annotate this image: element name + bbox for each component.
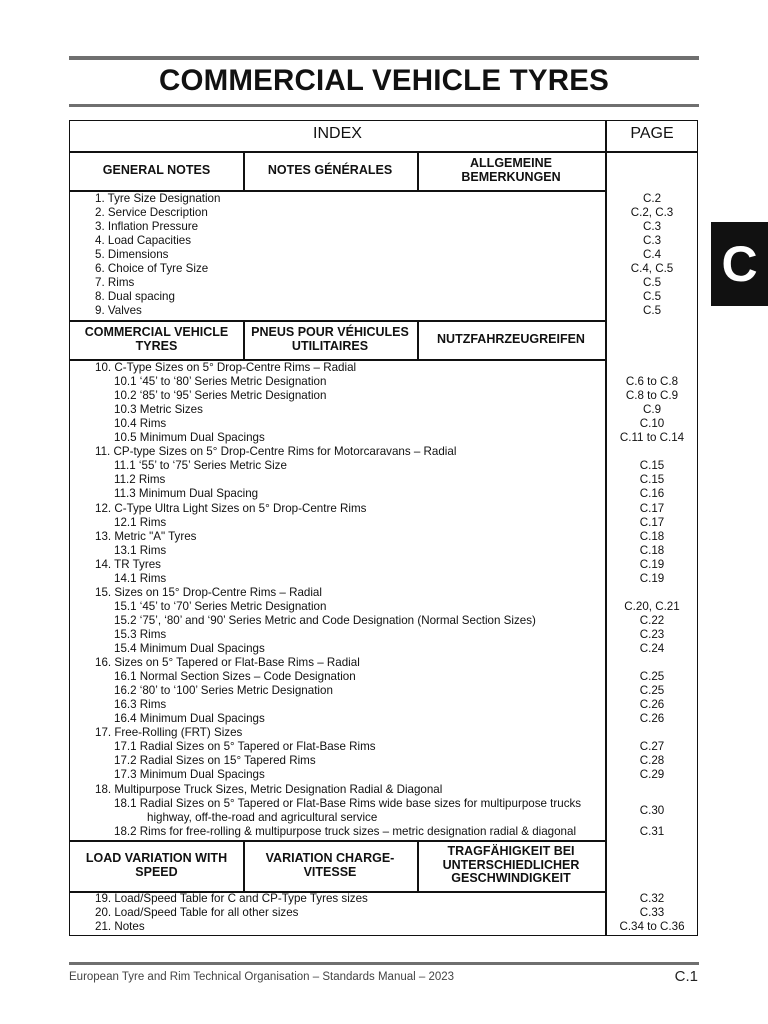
page-ref: C.17 xyxy=(639,515,665,529)
index-entry: 10.1 ‘45’ to ‘80’ Series Metric Designation xyxy=(114,375,327,389)
index-entry: 14. TR Tyres xyxy=(95,557,161,571)
page-ref: C.3 xyxy=(642,220,662,233)
index-entry: 10.2 ‘85’ to ‘95’ Series Metric Designation xyxy=(114,389,327,403)
page-ref: C.16 xyxy=(639,487,665,501)
index-entry: 13.1 Rims xyxy=(114,543,167,557)
index-entry: 21. Notes xyxy=(95,920,145,933)
section-header-cell: COMMERCIAL VEHICLE TYRES xyxy=(84,325,229,353)
index-entry: 17. Free-Rolling (FRT) Sizes xyxy=(95,726,243,740)
page-ref: C.5 xyxy=(642,276,662,289)
index-entry: 15.4 Minimum Dual Spacings xyxy=(114,642,265,655)
page-ref: C.18 xyxy=(639,529,665,543)
title-rule xyxy=(69,104,699,107)
page-ref: C.4 xyxy=(642,248,662,261)
index-entry: 12.1 Rims xyxy=(114,515,167,529)
index-entry: 17.1 Radial Sizes on 5° Tapered or Flat-Base Rims xyxy=(114,740,376,754)
index-entry: 20. Load/Speed Table for all other sizes xyxy=(95,906,299,919)
page-ref: C.15 xyxy=(639,459,665,473)
index-entry: 18.2 Rims for free-rolling & multipurpose truck sizes – metric designation radial & diagonal xyxy=(114,824,577,838)
page-ref: C.9 xyxy=(642,403,662,417)
index-entry: 16.2 ‘80’ to ‘100’ Series Metric Designation xyxy=(114,684,333,698)
page-number: C.1 xyxy=(674,968,698,985)
index-entry: 16.1 Normal Section Sizes – Code Designation xyxy=(114,670,356,684)
section-header-cell: ALLGEMEINE BEMERKUNGEN xyxy=(461,156,561,184)
page-ref: C.24 xyxy=(639,642,665,655)
index-entry: 11.3 Minimum Dual Spacing xyxy=(114,487,259,501)
index-entry: 4. Load Capacities xyxy=(95,234,192,247)
page-ref: C.18 xyxy=(639,543,665,557)
section-header-cell: VARIATION CHARGE-VITESSE xyxy=(265,851,395,879)
page-ref: C.4, C.5 xyxy=(630,262,674,275)
page-ref: C.6 to C.8 xyxy=(625,375,679,389)
index-header: INDEX xyxy=(313,125,362,142)
index-entry: 10.5 Minimum Dual Spacings xyxy=(114,431,265,445)
page-ref: C.19 xyxy=(639,557,665,571)
page-title: COMMERCIAL VEHICLE TYRES xyxy=(158,64,610,97)
index-entry: 18.1 Radial Sizes on 5° Tapered or Flat-Base Rims wide base sizes for multipurpose trucks xyxy=(114,796,582,810)
page-ref: C.23 xyxy=(639,627,665,641)
index-entry: 2. Service Description xyxy=(95,206,208,219)
section-header-cell: PNEUS POUR VÉHICULES UTILITAIRES xyxy=(251,325,409,353)
page-ref: C.28 xyxy=(639,754,665,768)
page-ref: C.19 xyxy=(639,571,665,585)
page-ref: C.31 xyxy=(639,824,665,838)
index-entry: 18. Multipurpose Truck Sizes, Metric Designation Radial & Diagonal xyxy=(95,782,443,796)
page-ref: C.25 xyxy=(639,670,665,684)
page-ref: C.33 xyxy=(639,906,665,919)
page-ref: C.25 xyxy=(639,684,665,698)
index-entry: 6. Choice of Tyre Size xyxy=(95,262,209,275)
index-entry: 10.3 Metric Sizes xyxy=(114,403,203,417)
footer-rule xyxy=(69,962,699,965)
page-ref: C.17 xyxy=(639,501,665,515)
page-ref: C.5 xyxy=(642,304,662,317)
page-ref: C.5 xyxy=(642,290,662,303)
page-ref: C.22 xyxy=(639,613,665,627)
page-ref: C.2 xyxy=(642,192,662,205)
index-entry: 19. Load/Speed Table for C and CP-Type Tyres sizes xyxy=(95,892,368,905)
index-entry: 11.2 Rims xyxy=(114,473,166,487)
index-entry: 1. Tyre Size Designation xyxy=(95,192,221,205)
page-ref: C.2, C.3 xyxy=(630,206,674,219)
index-entry: 11. CP-type Sizes on 5° Drop-Centre Rims for Motorcaravans – Radial xyxy=(95,445,457,459)
index-entry: 5. Dimensions xyxy=(95,248,169,261)
page-ref: C.27 xyxy=(639,740,665,754)
page-ref: C.3 xyxy=(642,234,662,247)
index-entry: 7. Rims xyxy=(95,276,135,289)
index-entry: 15.2 ‘75’, ‘80’ and ‘90’ Series Metric and Code Designation (Normal Section Sizes) xyxy=(114,613,536,627)
index-entry: 14.1 Rims xyxy=(114,571,167,585)
page-ref: C.11 to C.14 xyxy=(619,431,685,445)
index-entry: 10. C-Type Sizes on 5° Drop-Centre Rims – Radial xyxy=(95,361,357,374)
page-ref: C.8 to C.9 xyxy=(625,389,679,403)
index-entry: 13. Metric "A" Tyres xyxy=(95,529,197,543)
section-header-cell: NOTES GÉNÉRALES xyxy=(267,162,393,177)
page-ref: C.29 xyxy=(639,768,665,782)
index-entry: 8. Dual spacing xyxy=(95,290,175,303)
index-entry: 15.1 ‘45’ to ‘70’ Series Metric Designation xyxy=(114,599,327,613)
page-ref: C.32 xyxy=(639,892,665,905)
index-entry: 15. Sizes on 15° Drop-Centre Rims – Radial xyxy=(95,585,322,599)
section-tab: C xyxy=(711,222,768,306)
footer-text: European Tyre and Rim Technical Organisation – Standards Manual – 2023 xyxy=(69,971,455,983)
index-entry: 15.3 Rims xyxy=(114,627,167,641)
page-ref: C.10 xyxy=(639,417,665,431)
index-entry: 10.4 Rims xyxy=(114,417,167,431)
page-header: PAGE xyxy=(630,125,674,142)
index-entry: 16.4 Minimum Dual Spacings xyxy=(114,712,265,726)
page-ref: C.26 xyxy=(639,712,665,726)
page-ref: C.26 xyxy=(639,698,665,712)
page-ref: C.15 xyxy=(639,473,665,487)
section-header-cell: GENERAL NOTES xyxy=(102,162,211,177)
index-entry: 17.3 Minimum Dual Spacings xyxy=(114,768,265,782)
page-ref: C.20, C.21 xyxy=(624,599,680,613)
section-header-cell: LOAD VARIATION WITH SPEED xyxy=(85,851,228,879)
section-header-cell: NUTZFAHRZEUGREIFEN xyxy=(437,331,585,346)
index-entry: 9. Valves xyxy=(95,304,142,317)
index-entry: 17.2 Radial Sizes on 15° Tapered Rims xyxy=(114,754,316,768)
index-entry: 3. Inflation Pressure xyxy=(95,220,199,233)
page-ref: C.30 xyxy=(639,803,665,817)
index-entry: 16. Sizes on 5° Tapered or Flat-Base Rims – Radial xyxy=(95,656,360,670)
section-header-cell: TRAGFÄHIGKEIT BEI UNTERSCHIEDLICHER GESCHWINDIGKEIT xyxy=(442,844,580,886)
index-entry: 11.1 ‘55’ to ‘75’ Series Metric Size xyxy=(114,459,287,473)
index-entry-continuation: highway, off-the-road and agricultural service xyxy=(147,810,378,824)
index-entry: 12. C-Type Ultra Light Sizes on 5° Drop-Centre Rims xyxy=(95,501,367,515)
index-entry: 16.3 Rims xyxy=(114,698,167,712)
page-ref: C.34 to C.36 xyxy=(619,920,685,933)
